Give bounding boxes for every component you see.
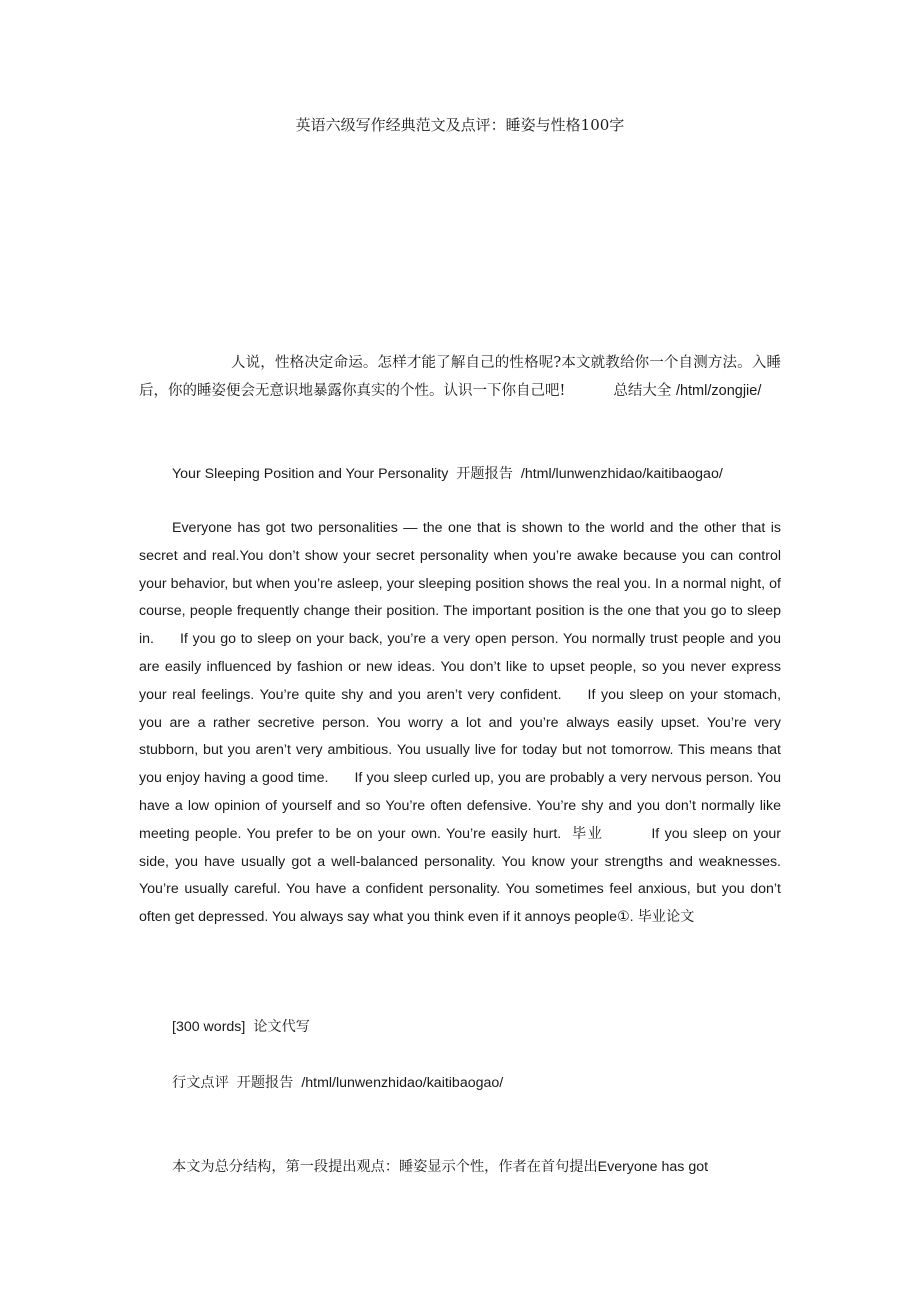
review-text-cn: 本文为总分结构，第一段提出观点：睡姿显示个性，作者在首句提出 <box>172 1159 598 1175</box>
essay-paragraph-1: Everyone has got two personalities — the one that is shown to the world and the other that is secret and real.You don’t show your secret personality when you’re awake because you can control your behavior, but when you’re asleep, your sleeping position shows the real you. In a normal night, of course, people frequently change their position. The important position is the one that you go to sleep in. <box>139 520 781 648</box>
essay-tag-biye[interactable]: 毕业 <box>572 825 604 842</box>
essay-heading-link-label[interactable]: 开题报告 <box>456 466 513 482</box>
essay-heading-link-path[interactable]: /html/lunwenzhidao/kaitibaogao/ <box>520 466 723 482</box>
intro-paragraph <box>139 349 781 405</box>
review-label: 行文点评 <box>172 1075 229 1091</box>
essay-paragraph-3: If you sleep on your stomach, you are a rather secretive person. You worry a lot and you’re always easily upset. You’re very stubborn, but you aren’t very ambitious. You usually live for today but not tomorrow. This means that you enjoy having a good time. <box>139 686 782 787</box>
word-count-line <box>172 1016 310 1038</box>
word-count-tag[interactable]: 论文代写 <box>253 1019 310 1035</box>
word-count-label: [300 words] <box>172 1019 246 1035</box>
intro-link-label[interactable]: 总结大全 <box>613 383 672 399</box>
essay-paragraph-2: If you go to sleep on your back, you’re a very open person. You normally trust people and you are easily influenced by fashion or new ideas. You don’t like to upset people, so you never express your real feelings. You’re quite shy and you aren’t very confident. <box>139 631 781 703</box>
intro-text: 人说，性格决定命运。怎样才能了解自己的性格呢?本文就教给你一个自测方法。入睡后，你的睡姿便会无意识地暴露你真实的个性。认识一下你自己吧! <box>139 355 781 399</box>
review-link-label[interactable]: 开题报告 <box>236 1075 294 1091</box>
essay-title: Your Sleeping Position and Your Personality <box>172 466 449 482</box>
document-title: 英语六级写作经典范文及点评：睡姿与性格100字 <box>295 116 625 134</box>
review-heading <box>172 1072 503 1094</box>
review-paragraph <box>139 1154 781 1182</box>
review-link-path[interactable]: /html/lunwenzhidao/kaitibaogao/ <box>301 1075 504 1091</box>
essay-paragraph-5: If you sleep on your side, you have usually got a well-balanced personality. You know your strengths and weaknesses. You’re usually careful. You have a confident personality. You sometimes feel anxious, but you don’t often get depressed. You always say what you think even if it annoys people①. <box>139 825 781 926</box>
essay-paragraph-4: If you sleep curled up, you are probably a very nervous person. You have a low opinion of yourself and so You’re often defensive. You’re shy and you don’t normally like meeting people. You prefer to be on your own. You’re easily hurt. <box>139 770 781 842</box>
essay-body <box>139 515 781 932</box>
essay-tag-biyelunwen[interactable]: 毕业论文 <box>637 909 695 926</box>
intro-link-path[interactable]: /html/zongjie/ <box>675 383 762 399</box>
essay-heading <box>172 463 723 485</box>
review-text-en: Everyone has got <box>597 1159 709 1175</box>
